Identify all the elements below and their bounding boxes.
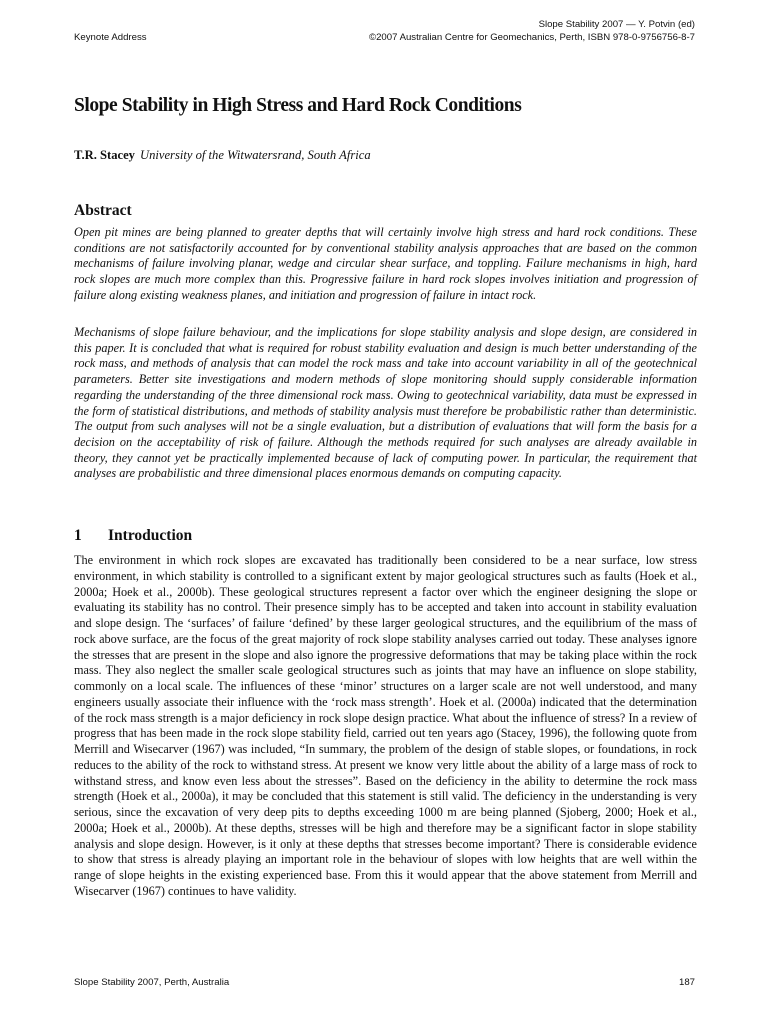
section-number: 1	[74, 527, 82, 544]
header-copyright-isbn: ©2007 Australian Centre for Geomechanics, Perth, ISBN 978-0-9756756-8-7	[369, 31, 695, 43]
author-name: T.R. Stacey	[74, 148, 135, 162]
abstract-heading: Abstract	[74, 202, 132, 219]
introduction-paragraph: The environment in which rock slopes are excavated has traditionally been considered to be a near surface, low stress environment, in which stability is controlled to a significant extent by major geological structures such as faults (Hoek et al., 2000a; Hoek et al., 2000b). These geological structures represent a factor over which the engineer designing the slope or evaluating its stability has no control. Their presence simply has to be accepted and taken into account in stability evaluation and slope design. The ‘surfaces’ of failure ‘defined’ by these larger geological structures, and the equilibrium of the mass of rock above surface, are the focus of the great majority of rock slope stability analyses carried out today. These analyses ignore the stresses that are present in the slope and also ignore the progressive deformations that may be taking place within the rock mass. They also neglect the smaller scale geological structures such as joints that may have an influence on slope stability, commonly on a local scale. The influences of these ‘minor’ structures on a larger scale are not well understood, and many engineers usually associate their influence with the ‘rock mass strength’. Hoek et al. (2000a) indicated that the determination of the rock mass strength is a major deficiency in rock slope design practice. What about the influence of stress? In a review of progress that has been made in the rock slope stability field, carried out ten years ago (Stacey, 1996), the following quote from Merrill and Wisecarver (1967) was included, “In summary, the problem of the design of stable slopes, or foundations, in rock reduces to the ability of the rock to withstand stress. At present we know very little about the ability of a large mass of rock to withstand stress, and know even less about the stresses”. Based on the deficiency in the ability to determine the rock mass strength (Hoek et al., 2000a), it may be concluded that this statement is still valid. The deficiency in the understanding is very serious, since the excavation of very deep pits to depths exceeding 1000 m are being planned (Sjoberg, 2000; Hoek et al., 2000a; Hoek et al., 2000b). At these depths, stresses will be high and therefore may be a significant factor in slope stability analysis and slope design. However, is it only at these depths that stresses become important? There is considerable evidence to show that stress is already playing an important role in the behaviour of slopes with low heights that are well within the range of slope heights in the existing experienced base. From this it would appear that the above statement from Merrill and Wisecarver (1967) continues to have validity.	[74, 553, 697, 898]
author-line	[74, 147, 371, 163]
section-title: Introduction	[108, 527, 193, 544]
introduction-heading	[74, 526, 192, 546]
author-affiliation: University of the Witwatersrand, South Africa	[139, 148, 371, 162]
abstract-paragraph: Mechanisms of slope failure behaviour, and the implications for slope stability analysis and slope design, are considered in this paper. It is concluded that what is required for robust stability evaluation and design is much better understanding of the rock mass, and methods of analysis that can model the rock mass and take into account variability in all of the geotechnical parameters. Better site investigations and modern methods of slope monitoring should supply considerable information regarding the understanding of the three dimensional rock mass. Owing to geotechnical variability, data must be expressed in the form of statistical distributions, and methods of stability analysis must therefore be probabilistic rather than deterministic. The output from such analyses will not be a single evaluation, but a distribution of evaluations that will form the basis for a decision on the acceptability of risk of failure. Although the methods required for such analyses are already available in theory, they cannot yet be practically implemented because of lack of computing power. In particular, the requirement that analyses are probabilistic and three dimensional places enormous demands on computing capacity.	[74, 325, 697, 481]
header-proceedings: Slope Stability 2007 — Y. Potvin (ed)	[538, 19, 695, 30]
running-header-right	[369, 19, 695, 44]
header-section-label: Keynote Address	[74, 31, 147, 43]
footer-conference: Slope Stability 2007, Perth, Australia	[74, 977, 230, 988]
page-number: 187	[678, 977, 695, 988]
abstract-paragraph: Open pit mines are being planned to greater depths that will certainly involve high stress and hard rock conditions. These conditions are not satisfactorily accounted for by conventional stability analysis approaches that are based on the common mechanisms of failure involving planar, wedge and circular shear surface, and toppling. Failure mechanisms in high, hard rock slopes are much more complex than this. Progressive failure in hard rock slopes involves initiation and progression of failure along existing weakness planes, and initiation and progression of failure in intact rock.	[74, 225, 697, 302]
paper-title: Slope Stability in High Stress and Hard Rock Conditions	[74, 95, 522, 116]
